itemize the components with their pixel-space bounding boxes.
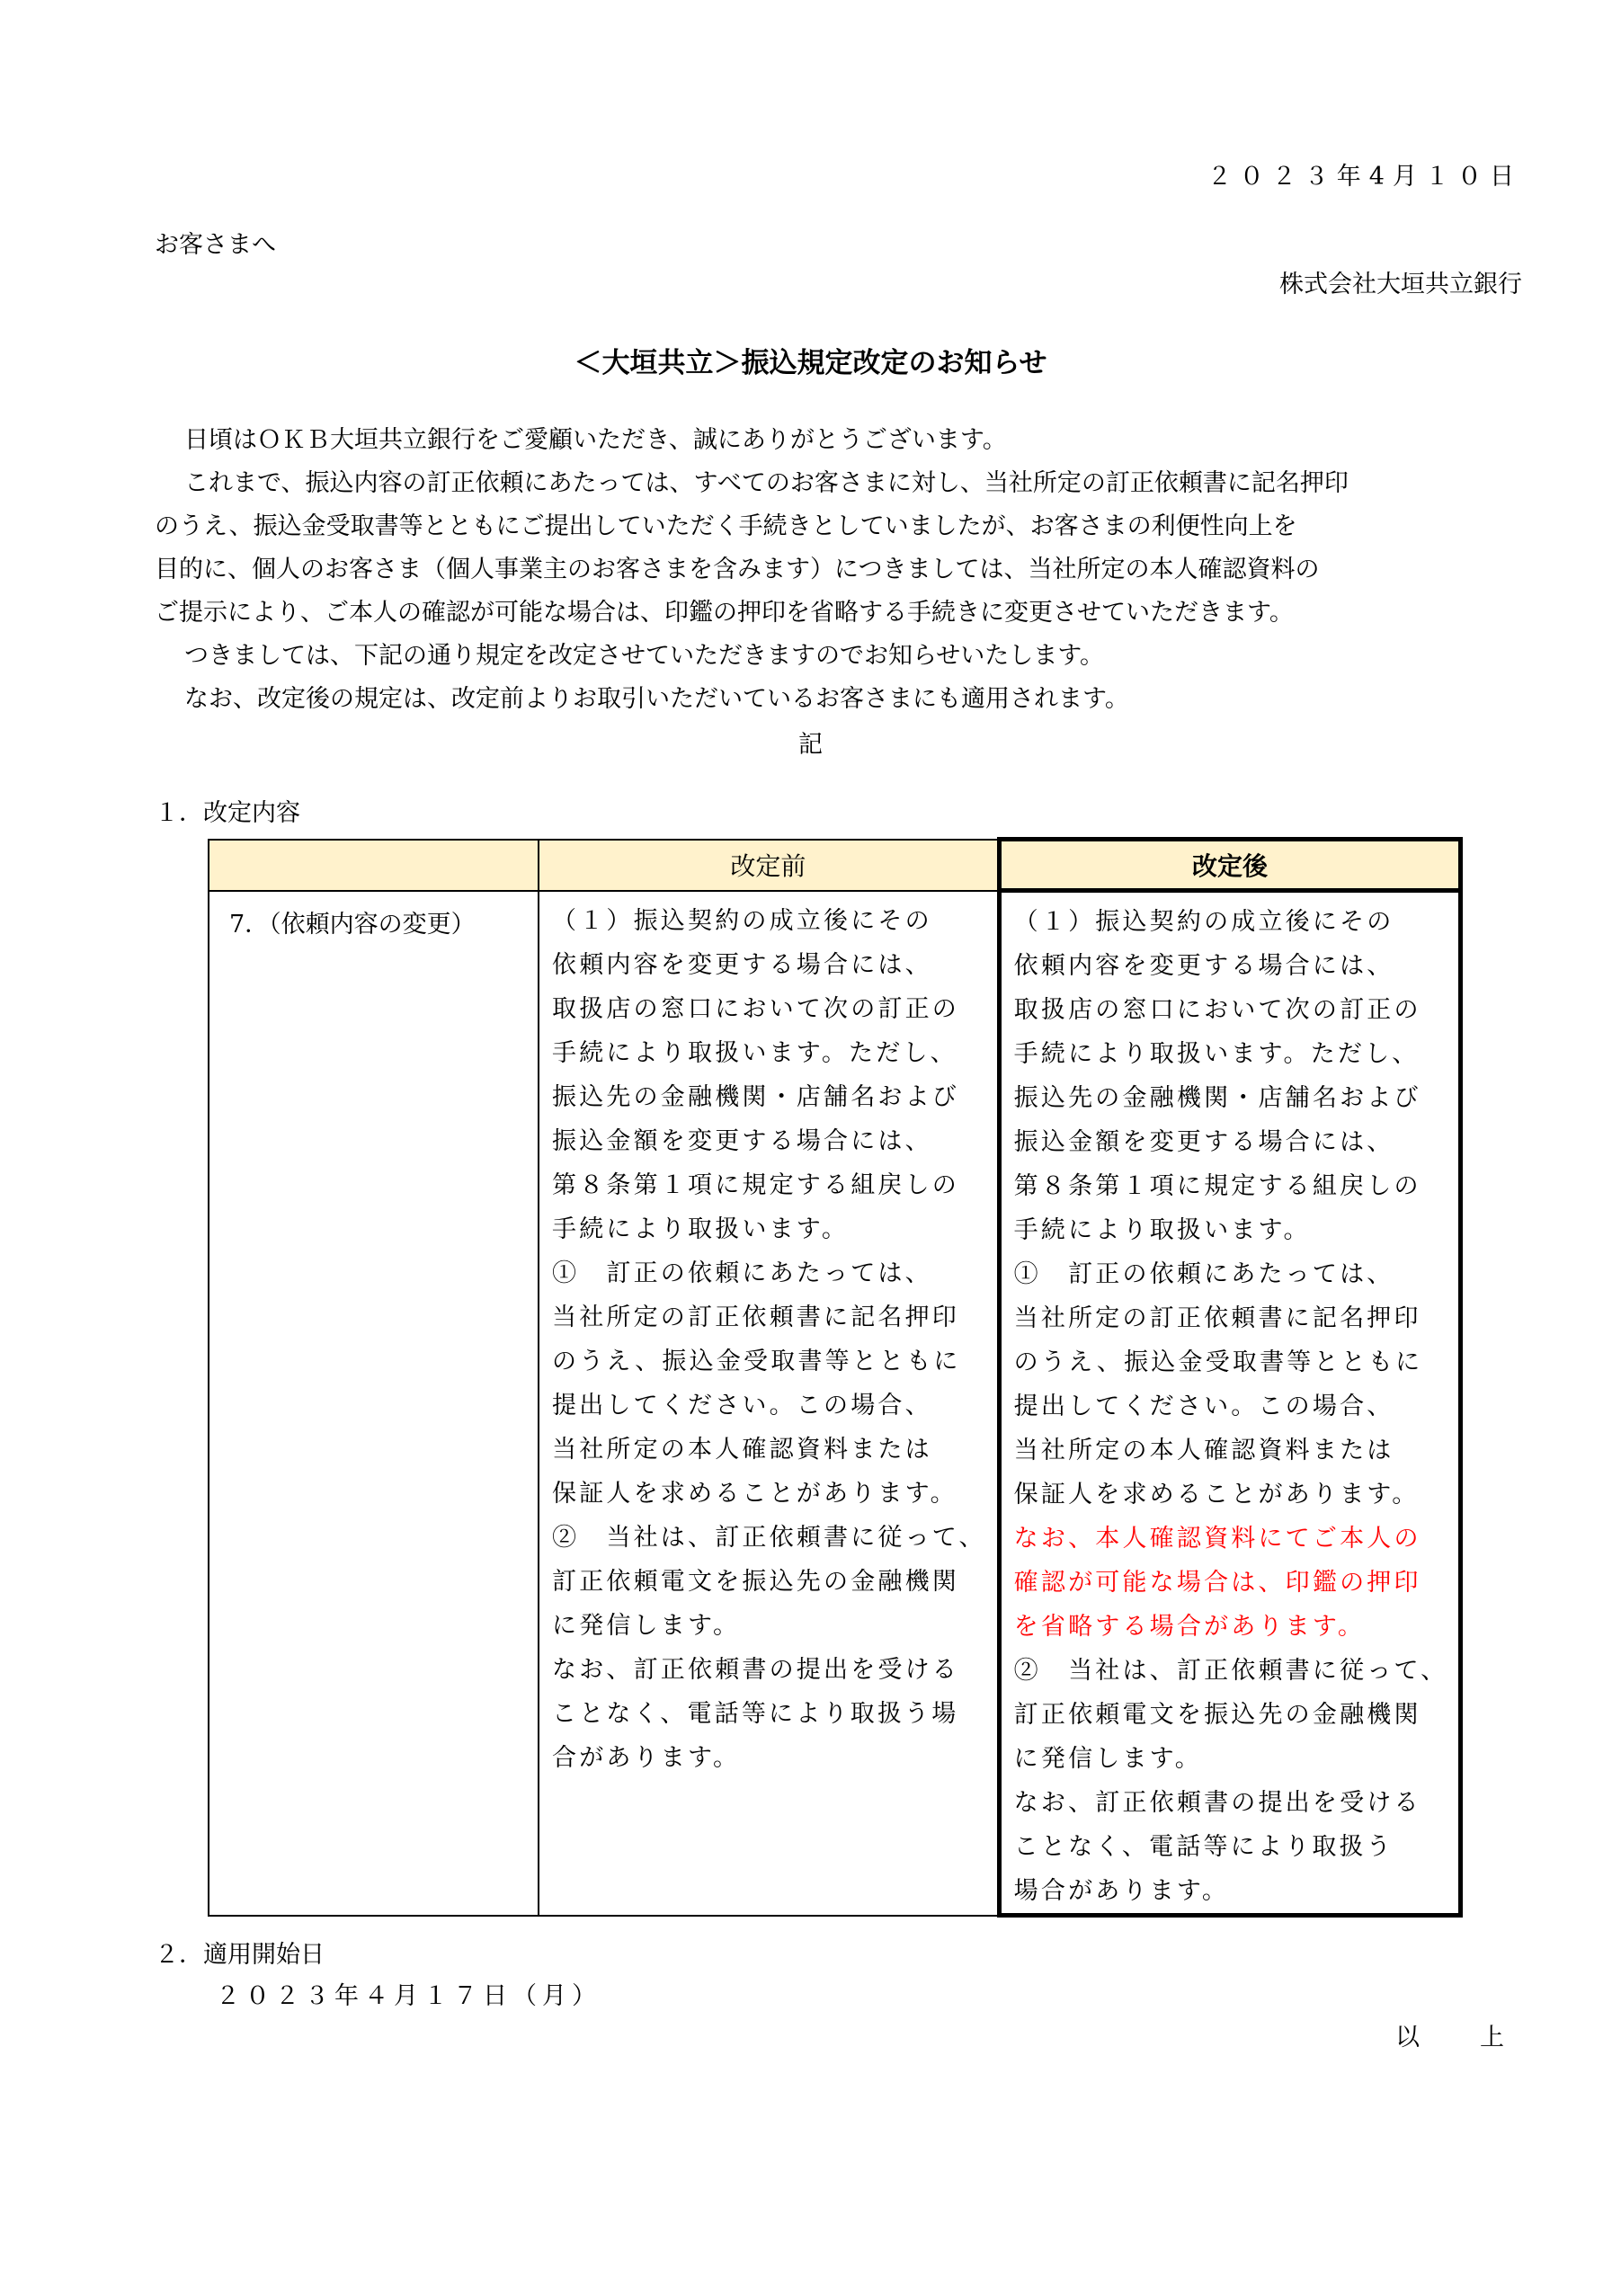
item-label: 7．（依頼内容の変更）: [229, 910, 476, 939]
header-item: [209, 840, 539, 891]
before-line: 当社所定の訂正依頼書に記名押印: [552, 1303, 959, 1331]
before-line: 訂正依頼電文を振込先の金融機関: [552, 1567, 959, 1596]
document-title: ＜大垣共立＞振込規定改定のお知らせ: [574, 347, 1047, 379]
revision-table: [208, 837, 1463, 1918]
intro-line: 目的に、個人のお客さま（個人事業主のお客さまを含みます）につきましては、当社所定の本人確認資料の: [155, 556, 1320, 583]
header-before: 改定前: [539, 840, 999, 891]
intro-line: ご提示により、ご本人の確認が可能な場合は、印鑑の押印を省略する手続きに変更させていただきます。: [155, 599, 1294, 627]
before-line: 手続により取扱います。ただし、: [552, 1038, 957, 1067]
after-line: （１）振込契約の成立後にその: [1013, 908, 1394, 936]
after-line-highlighted: 確認が可能な場合は、印鑑の押印: [1013, 1569, 1421, 1597]
after-line: 訂正依頼電文を振込先の金融機関: [1013, 1701, 1421, 1729]
after-line: 手続により取扱います。ただし、: [1013, 1040, 1420, 1068]
header-after: 改定後: [999, 840, 1461, 891]
after-line: ① 訂正の依頼にあたっては、: [1013, 1260, 1394, 1288]
sender-name: 株式会社大垣共立銀行: [1279, 271, 1522, 298]
intro-line: 日頃はＯＫＢ大垣共立銀行をご愛顧いただき、誠にありがとうございます。: [184, 426, 1007, 454]
after-line: 第８条第１項に規定する組戻しの: [1013, 1172, 1421, 1200]
before-line: 当社所定の本人確認資料または: [552, 1435, 932, 1464]
section2-heading: ２．適用開始日: [155, 1941, 325, 1969]
after-line: 当社所定の訂正依頼書に記名押印: [1013, 1304, 1421, 1332]
intro-line: つきましては、下記の通り規定を改定させていただきますのでお知らせいたします。: [184, 642, 1105, 670]
before-line: 合があります。: [552, 1743, 741, 1772]
after-line: 取扱店の窓口において次の訂正の: [1013, 996, 1421, 1024]
before-line: のうえ、振込金受取書等とともに: [552, 1347, 961, 1375]
after-line: なお、訂正依頼書の提出を受ける: [1013, 1789, 1421, 1817]
closing-mark: 以 上: [1395, 2024, 1522, 2051]
ki-marker: 記: [798, 731, 823, 759]
after-cell: [999, 891, 1461, 1916]
after-line: ことなく、電話等により取扱う: [1013, 1833, 1394, 1861]
before-line: 提出してください。この場合、: [552, 1391, 932, 1419]
section1-heading: １．改定内容: [155, 799, 300, 827]
after-line: に発信します。: [1013, 1745, 1202, 1773]
before-line: 振込金額を変更する場合には、: [552, 1126, 932, 1155]
after-line: 手続により取扱います。: [1013, 1216, 1311, 1244]
before-line: 第８条第１項に規定する組戻しの: [552, 1170, 959, 1199]
table-row: [209, 891, 1461, 1916]
after-line: 振込金額を変更する場合には、: [1013, 1128, 1394, 1156]
start-date: ２０２３年４月１７日（月）: [216, 1982, 601, 2010]
before-cell: [539, 891, 999, 1916]
before-line: ① 訂正の依頼にあたっては、: [552, 1259, 932, 1287]
before-line: ことなく、電話等により取扱う場: [552, 1699, 959, 1728]
before-line: （１）振込契約の成立後にその: [552, 906, 932, 935]
after-line: 提出してください。この場合、: [1013, 1393, 1394, 1420]
item-cell: [209, 891, 539, 1916]
after-line: 保証人を求めることがあります。: [1013, 1481, 1420, 1508]
before-line: 保証人を求めることがあります。: [552, 1479, 957, 1508]
after-line: のうえ、振込金受取書等とともに: [1013, 1348, 1423, 1376]
after-line: 振込先の金融機関・店舗名および: [1013, 1084, 1421, 1112]
before-line: 振込先の金融機関・店舗名および: [552, 1082, 959, 1111]
document-date: ２０２３年4月１０日: [1207, 163, 1522, 191]
intro-line: なお、改定後の規定は、改定前よりお取引いただいているお客さまにも適用されます。: [184, 685, 1129, 713]
intro-line: のうえ、振込金受取書等とともにご提出していただく手続きとしていましたが、お客さまの利便性向上を: [155, 512, 1297, 540]
table-header-row: [209, 840, 1461, 891]
salutation: お客さまへ: [155, 231, 276, 259]
after-text: [1002, 893, 1459, 1913]
before-line: 手続により取扱います。: [552, 1215, 850, 1243]
intro-paragraphs: [155, 419, 1539, 721]
before-line: ② 当社は、訂正依頼書に従って、: [552, 1523, 986, 1552]
after-line: 場合があります。: [1013, 1877, 1230, 1905]
after-line-highlighted: なお、本人確認資料にてご本人の: [1013, 1525, 1421, 1553]
after-line: ② 当社は、訂正依頼書に従って、: [1013, 1657, 1448, 1685]
before-line: なお、訂正依頼書の提出を受ける: [552, 1655, 959, 1684]
after-line: 当社所定の本人確認資料または: [1013, 1437, 1394, 1464]
before-text: [539, 892, 997, 1780]
before-line: に発信します。: [552, 1611, 741, 1640]
after-line-highlighted: を省略する場合があります。: [1013, 1613, 1366, 1641]
before-line: 取扱店の窓口において次の訂正の: [552, 994, 959, 1023]
after-line: 依頼内容を変更する場合には、: [1013, 952, 1394, 980]
before-line: 依頼内容を変更する場合には、: [552, 950, 932, 979]
intro-line: これまで、振込内容の訂正依頼にあたっては、すべてのお客さまに対し、当社所定の訂正依頼書に記名押印: [184, 469, 1349, 497]
